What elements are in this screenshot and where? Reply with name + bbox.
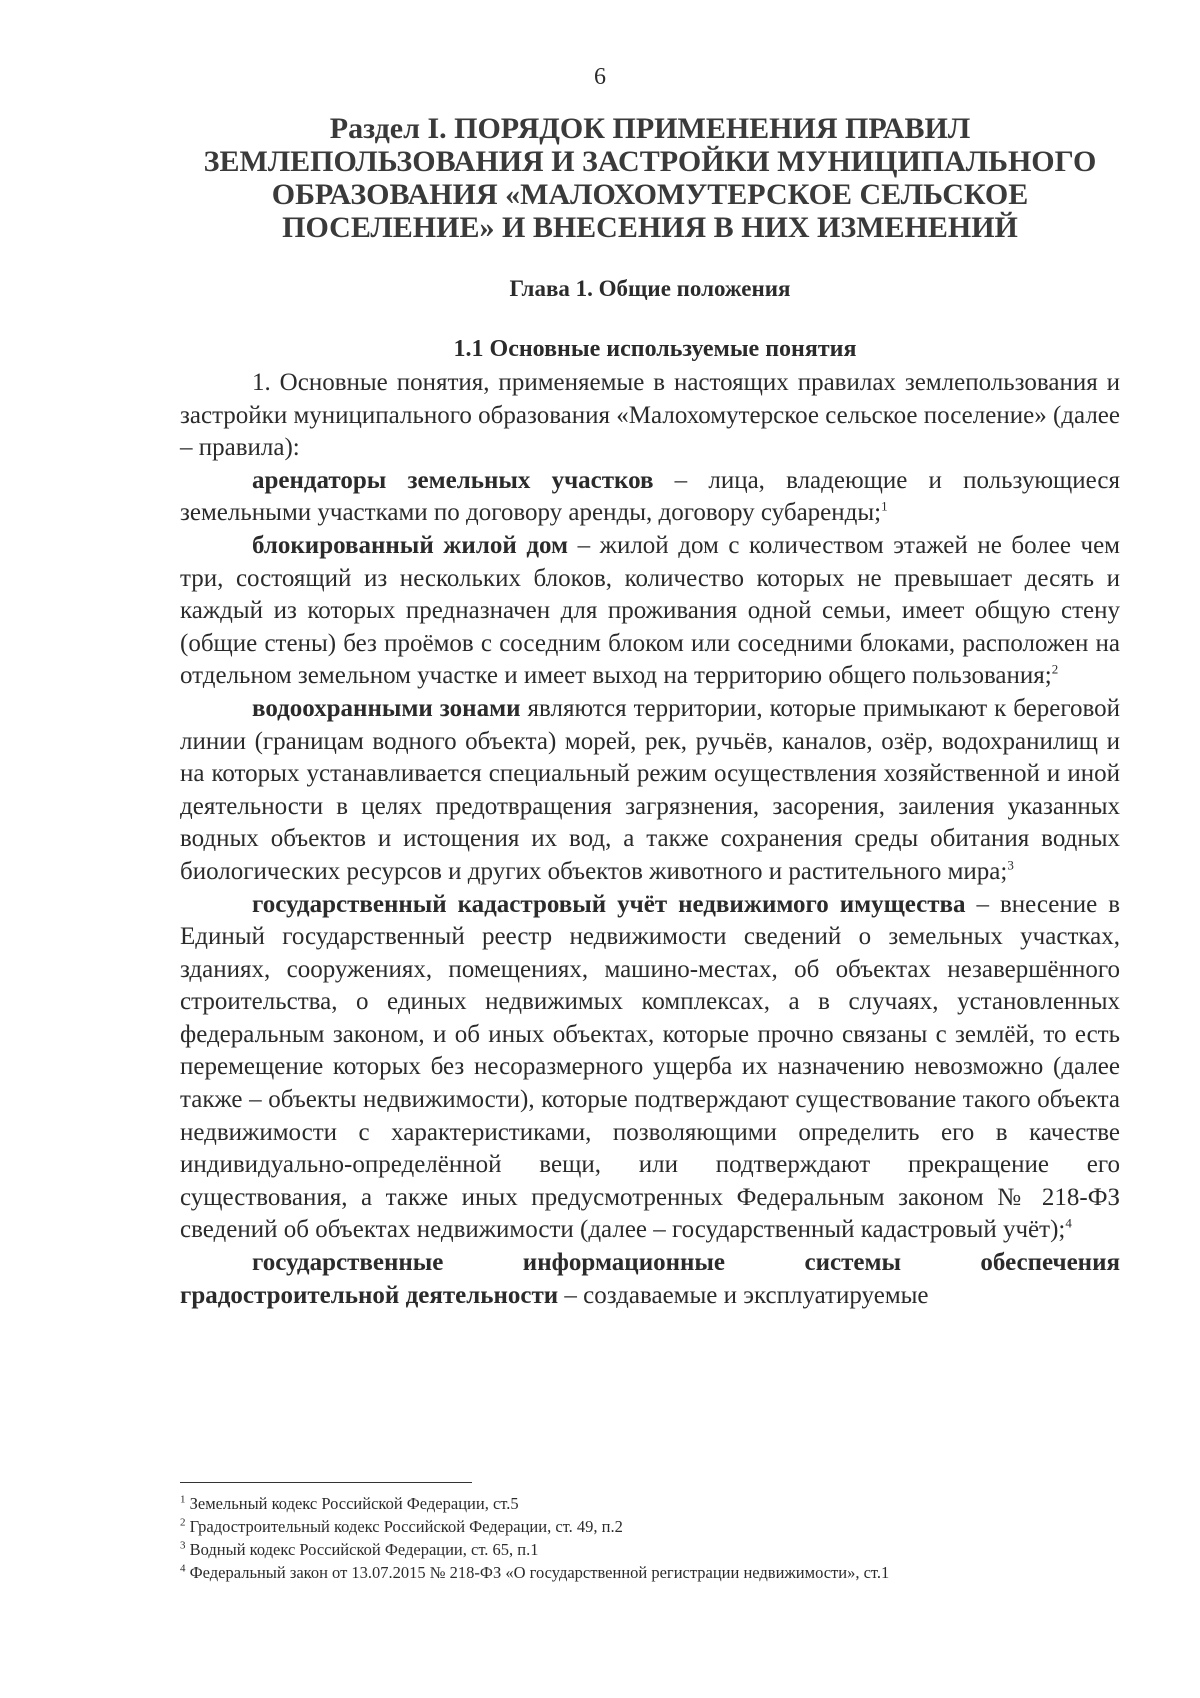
definition-text: являются территории, которые примыкают к береговой линии (границам водного объекта) морей, рек, ручьёв, каналов, озёр, водохранилищ и на которых устанавливается специальный режим осуществления хозяйственной и иной деятельности в целях предотвращения загрязнения, засорения, заиления указанных водных объектов и истощения их вод, а также сохранения среды обитания водных биологических ресурсов и других объектов животного и растительного мира;: [180, 694, 1120, 885]
definition-text: – лица, владеющие и пользующиеся земельными участками по договору аренды, договору субаренды;: [180, 466, 1120, 527]
footnote-number: 1: [180, 1493, 186, 1506]
section-title: Раздел I. ПОРЯДОК ПРИМЕНЕНИЯ ПРАВИЛ ЗЕМЛЕПОЛЬЗОВАНИЯ И ЗАСТРОЙКИ МУНИЦИПАЛЬНОГО ОБРАЗОВАНИЯ «МАЛОХОМУТЕРСКОЕ СЕЛЬСКОЕ ПОСЕЛЕНИЕ» И ВНЕСЕНИЯ В НИХ ИЗМЕНЕНИЙ: [203, 112, 1097, 244]
defined-term: водоохранными зонами: [252, 694, 521, 722]
chapter-title: Глава 1. Общие положения: [509, 276, 791, 301]
definition-paragraph: [180, 889, 1120, 1248]
footnote: [180, 1492, 1120, 1515]
footnote: [180, 1515, 1120, 1538]
document-body: [180, 367, 1120, 1312]
footnote-text: Федеральный закон от 13.07.2015 № 218-ФЗ «О государственной регистрации недвижимости», ст.1: [189, 1563, 890, 1582]
footnote-text: Градостроительный кодекс Российской Федерации, ст. 49, п.2: [189, 1517, 623, 1536]
footnote-text: Водный кодекс Российской Федерации, ст. 65, п.1: [189, 1540, 539, 1559]
footnote-separator: [180, 1482, 472, 1483]
definition-paragraph: [180, 693, 1120, 889]
intro-paragraph: 1. Основные понятия, применяемые в настоящих правилах землепользования и застройки муниципального образования «Малохомутерское сельское поселение» (далее – правила):: [180, 369, 1120, 462]
footnote-text: Земельный кодекс Российской Федерации, ст.5: [189, 1494, 519, 1513]
defined-term: государственный кадастровый учёт недвижимого имущества: [252, 890, 966, 918]
defined-term: государственные информационные системы обеспечения градостроительной деятельности: [180, 1249, 1120, 1309]
footnote-ref: 1: [881, 499, 888, 515]
footnote-ref: 4: [1065, 1216, 1072, 1232]
definition-paragraph: [180, 465, 1120, 530]
definition-paragraph: [180, 530, 1120, 693]
footnote-ref: 3: [1007, 857, 1014, 873]
footnote-number: 3: [180, 1539, 186, 1552]
footnote-number: 4: [180, 1562, 186, 1575]
subsection-title: 1.1 Основные используемые понятия: [453, 336, 857, 362]
definition-text: – внесение в Единый государственный реестр недвижимости сведений о земельных участках, зданиях, сооружениях, помещениях, машино-местах, об объектах незавершённого строительства, о единых недвижимых комплексах, а в случаях, установленных федеральным законом, и об иных объектах, которые прочно связаны с землёй, то есть перемещение которых без несоразмерного ущерба их назначению невозможно (далее также – объекты недвижимости), которые подтверждают существование такого объекта недвижимости с характеристиками, позволяющими определить его в качестве индивидуально-определённой вещи, или подтверждают прекращение его существования, а также иных предусмотренных Федеральным законом № 218-ФЗ сведений об объектах недвижимости (далее – государственный кадастровый учёт);: [180, 890, 1120, 1244]
definition-paragraph: [180, 1247, 1120, 1312]
definition-text: – жилой дом с количеством этажей не более чем три, состоящий из нескольких блоков, количество которых не превышает десять и каждый из которых предназначен для проживания одной семьи, имеет общую стену (общие стены) без проёмов с соседним блоком или соседними блоками, расположен на отдельном земельном участке и имеет выход на территорию общего пользования;: [180, 531, 1121, 690]
footnote-number: 2: [180, 1516, 186, 1529]
footnote-ref: 2: [1051, 662, 1059, 678]
footnote: [180, 1561, 1120, 1584]
page-number: 6: [594, 64, 606, 90]
footnotes: [180, 1492, 1120, 1584]
definition-text: – создаваемые и эксплуатируемые: [558, 1281, 929, 1309]
defined-term: арендаторы земельных участков: [252, 466, 654, 494]
defined-term: блокированный жилой дом: [252, 531, 569, 559]
footnote: [180, 1538, 1120, 1561]
